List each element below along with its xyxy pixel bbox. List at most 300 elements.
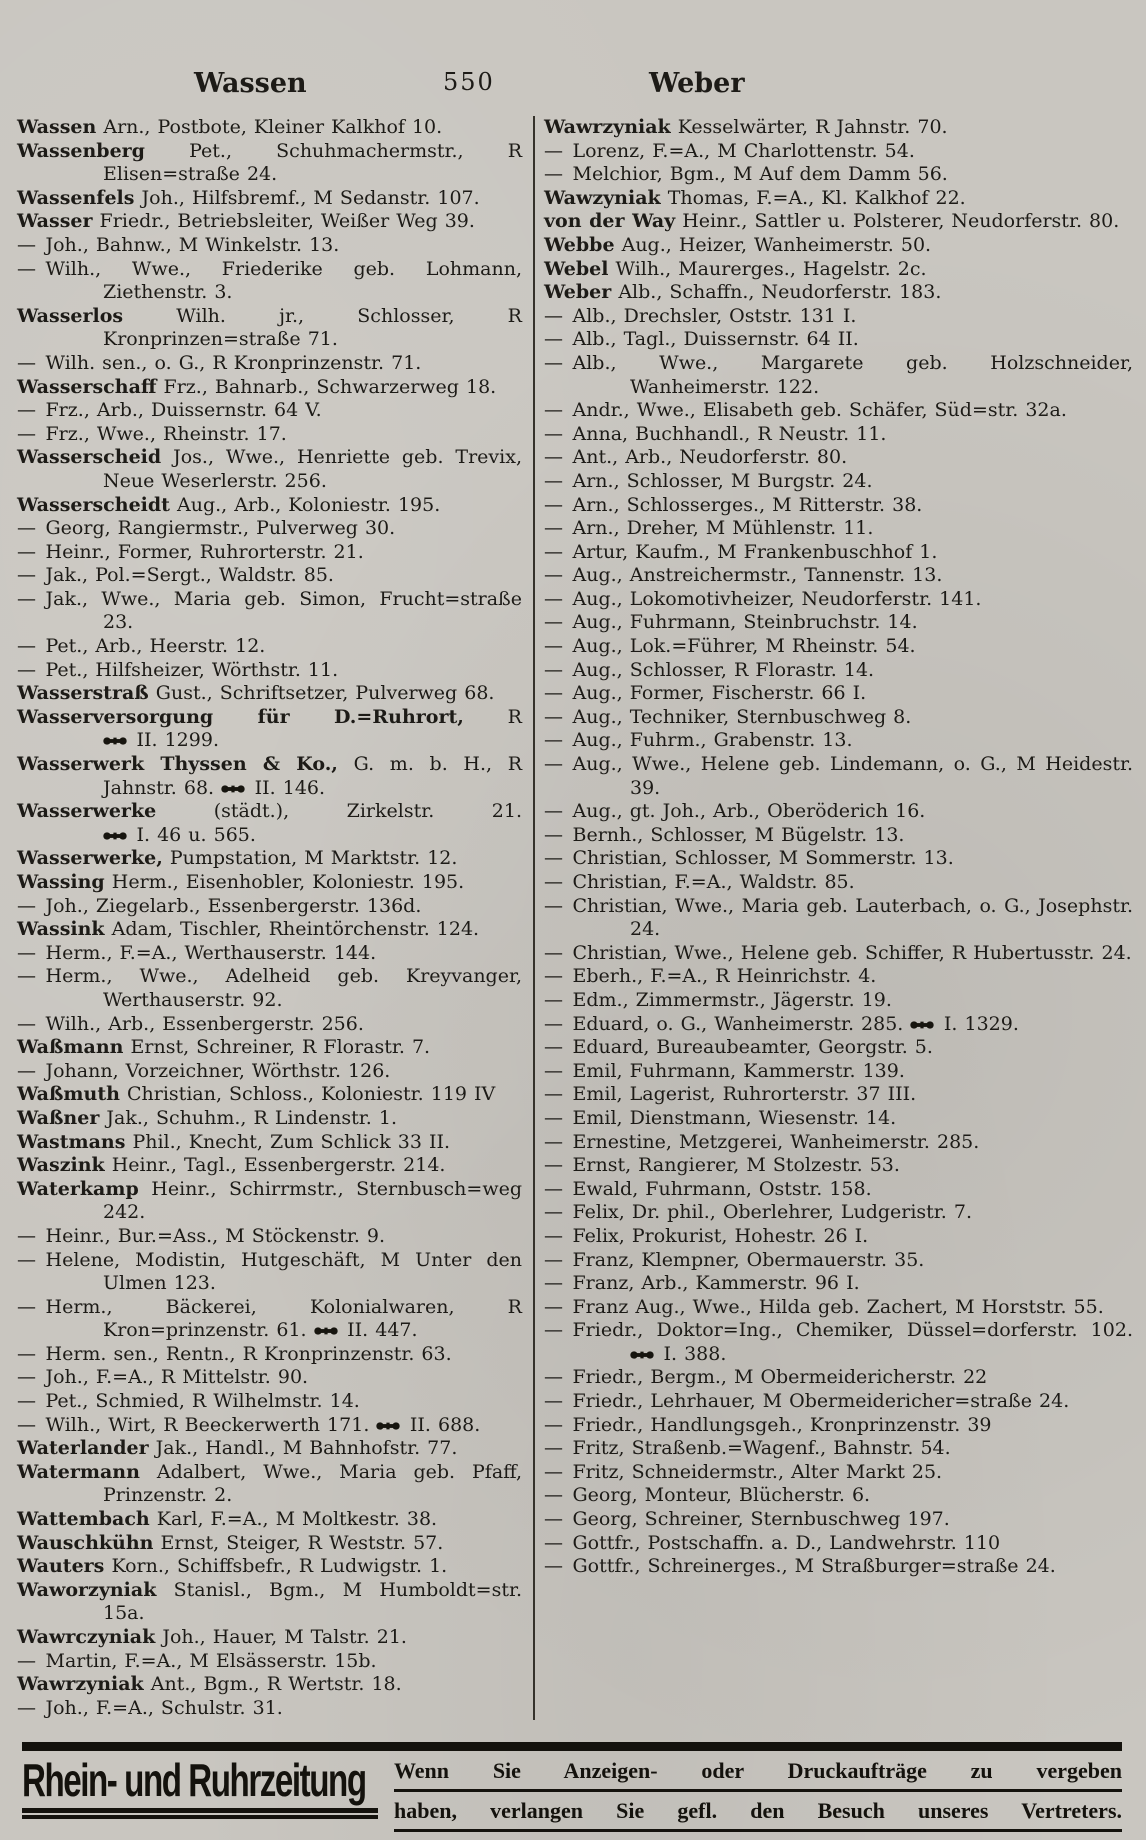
ditto-dash: — — [544, 871, 563, 893]
ditto-dash: — — [544, 894, 563, 917]
directory-entry — [544, 1249, 1133, 1273]
surname-bold: Wassing — [17, 871, 105, 893]
entry-text: Arn., Schlosserges., M Ritterstr. 38. — [572, 493, 923, 516]
ditto-dash: — — [17, 1059, 36, 1082]
ditto-dash: — — [544, 304, 563, 327]
entry-text: Fritz, Straßenb.=Wagenf., Bahnstr. 54. — [572, 1437, 951, 1460]
entry-text: Emil, Fuhrmann, Kammerstr. 139. — [572, 1059, 905, 1082]
ditto-dash: — — [544, 1177, 563, 1200]
ditto-dash: — — [17, 540, 36, 563]
ditto-dash: — — [544, 1272, 563, 1295]
entry-text: Helene, Modistin, Hutgeschäft, M Unter den Ulmen 123. — [45, 1248, 522, 1295]
entry-text: Pet., Schuhmachermstr., R Elisen=straße 24. — [103, 139, 523, 186]
footer-advertisement — [22, 1742, 1122, 1832]
entry-text: Anna, Buchhandl., R Neustr. 11. — [572, 422, 887, 445]
entry-text: Ernst, Rangierer, M Stolzestr. 53. — [572, 1154, 900, 1177]
ditto-dash: — — [544, 729, 563, 752]
ditto-dash: — — [544, 658, 563, 681]
entry-text: Alb., Wwe., Margarete geb. Holzschneider, Wanheimerstr. 122. — [572, 351, 1133, 398]
entry-text: Joh., F.=A., R Mittelstr. 90. — [45, 1366, 309, 1389]
surname-bold: Wasserwerk Thyssen & Ko., — [17, 753, 338, 776]
ditto-dash: — — [544, 1012, 563, 1035]
directory-entry — [544, 1390, 1133, 1414]
entry-text: Christian, Schloss., Koloniestr. 119 IV — [127, 1083, 496, 1106]
ditto-dash: — — [544, 1390, 563, 1413]
entry-text: Heinr., Tagl., Essenbergerstr. 214. — [111, 1154, 446, 1177]
directory-entry — [17, 1343, 522, 1367]
entry-text: Melchior, Bgm., M Auf dem Damm 56. — [572, 163, 948, 186]
ditto-dash: — — [544, 1036, 563, 1059]
entry-text: Wilh., Wirt, R Beeckerwerth 171. — [45, 1413, 370, 1436]
entry-text: Franz, Arb., Kammerstr. 96 I. — [572, 1272, 860, 1295]
entry-text: Herm., Wwe., Adelheid geb. Kreyvanger, Werthauserstr. 92. — [45, 965, 522, 1011]
entry-text: Ewald, Fuhrmann, Oststr. 158. — [572, 1177, 872, 1200]
ditto-dash: — — [544, 823, 563, 846]
surname-bold: Wassenfels — [17, 186, 135, 209]
column-right — [544, 116, 1133, 1720]
ditto-dash: — — [544, 1224, 563, 1247]
directory-entry — [544, 729, 1133, 753]
entry-text: Wilh., Wwe., Friederike geb. Lohmann, Ziethenstr. 3. — [45, 257, 522, 304]
directory-entry — [544, 659, 1133, 683]
phone-number-text: I. 46 u. 565. — [127, 823, 256, 846]
entry-text: Heinr., Schirrmstr., Sternbusch=weg 242. — [103, 1177, 522, 1224]
directory-entry — [544, 1414, 1133, 1438]
directory-entry — [544, 1083, 1133, 1107]
directory-entry — [544, 423, 1133, 447]
entry-text: Aug., Arb., Koloniestr. 195. — [176, 493, 441, 516]
entry-text: Joh., Ziegelarb., Essenbergerstr. 136d. — [45, 894, 422, 917]
phone-number-text: II. 447. — [337, 1319, 418, 1342]
entry-text: Gust., Schriftsetzer, Pulverweg 68. — [155, 682, 495, 705]
advertisement-text — [394, 1756, 1122, 1832]
directory-entry — [17, 423, 522, 447]
directory-entry — [17, 210, 522, 234]
directory-entry — [17, 494, 522, 518]
directory-entry — [544, 399, 1133, 423]
entry-text: Friedr., Lehrhauer, M Obermeidericher=straße 24. — [572, 1390, 1070, 1413]
directory-entry — [17, 376, 522, 400]
phone-icon — [630, 1350, 654, 1360]
phone-number — [910, 1013, 1018, 1035]
phone-number — [103, 824, 256, 846]
surname-bold: Wawrzyniak — [17, 1673, 144, 1696]
entry-text: Alb., Drechsler, Oststr. 131 I. — [572, 304, 857, 327]
surname-bold: Wasserschaff — [17, 375, 157, 398]
directory-columns — [17, 116, 1133, 1720]
ditto-dash: — — [544, 988, 563, 1011]
ditto-dash: — — [17, 894, 36, 917]
ditto-dash: — — [544, 847, 563, 870]
ditto-dash: — — [544, 1106, 563, 1129]
ditto-dash: — — [544, 1437, 563, 1460]
surname-bold: Wasserversorgung für D.=Ruhrort, — [17, 705, 464, 728]
surname-bold: Wawrczyniak — [17, 1626, 156, 1648]
entry-text: Phil., Knecht, Zum Schlick 33 II. — [132, 1130, 451, 1153]
entry-text: Heinr., Bur.=Ass., M Stöckenstr. 9. — [45, 1224, 386, 1247]
directory-entry — [544, 541, 1133, 565]
directory-entry — [17, 1296, 522, 1343]
surname-bold: Wasserwerke, — [17, 847, 163, 870]
entry-text: Jak., Wwe., Maria geb. Simon, Frucht=straße 23. — [45, 587, 522, 634]
entry-text: Pumpstation, M Marktstr. 12. — [169, 847, 458, 870]
directory-entry — [17, 1249, 522, 1296]
ditto-dash: — — [544, 965, 563, 988]
entry-text: Ant., Bgm., R Wertstr. 18. — [150, 1673, 402, 1696]
directory-entry — [17, 1178, 522, 1225]
directory-entry — [17, 517, 522, 541]
entry-text: Aug., gt. Joh., Arb., Oberöderich 16. — [572, 800, 926, 823]
directory-entry — [17, 753, 522, 800]
entry-text: Joh., Hauer, M Talstr. 21. — [162, 1626, 407, 1648]
page-header — [0, 68, 1146, 108]
ditto-dash: — — [544, 941, 563, 964]
entry-text: Lorenz, F.=A., M Charlottenstr. 54. — [572, 139, 915, 162]
entry-text: Jak., Schuhm., R Lindenstr. 1. — [106, 1106, 397, 1129]
entry-text: Gottfr., Postschaffn. a. D., Landwehrstr. 110 — [572, 1531, 1001, 1554]
entry-text: Ernestine, Metzgerei, Wanheimerstr. 285. — [572, 1130, 980, 1153]
surname-bold: Wassenberg — [17, 139, 145, 162]
phone-number — [221, 777, 325, 799]
phone-number — [630, 1343, 726, 1365]
entry-text: Bernh., Schlosser, M Bügelstr. 13. — [572, 823, 905, 846]
directory-entry — [17, 588, 522, 635]
entry-text: Jak., Handl., M Bahnhofstr. 77. — [155, 1437, 458, 1460]
entry-text: Edm., Zimmermstr., Jägerstr. 19. — [572, 988, 892, 1011]
phone-icon — [103, 736, 127, 746]
ditto-dash: — — [544, 1531, 563, 1554]
ditto-dash: — — [17, 1012, 36, 1035]
directory-entry — [17, 1107, 522, 1131]
surname-bold: Waßner — [17, 1106, 100, 1129]
directory-entry — [544, 1107, 1133, 1131]
ditto-dash: — — [17, 1295, 36, 1318]
ditto-dash: — — [544, 1460, 563, 1483]
directory-entry — [544, 800, 1133, 824]
ditto-dash: — — [17, 1649, 36, 1672]
entry-text: Ant., Arb., Neudorferstr. 80. — [572, 446, 848, 469]
ditto-dash: — — [544, 1083, 563, 1106]
entry-text: Jos., Wwe., Henriette geb. Trevix, Neue Weserlerstr. 256. — [103, 446, 522, 492]
entry-text: Aug., Former, Fischerstr. 66 I. — [572, 682, 867, 705]
surname-bold: Wassink — [17, 918, 105, 941]
surname-bold: Waßmann — [17, 1036, 124, 1059]
directory-entry — [17, 965, 522, 1012]
directory-entry — [544, 1508, 1133, 1532]
directory-entry — [544, 753, 1133, 800]
ditto-dash: — — [17, 351, 36, 374]
surname-bold: Wawrzyniak — [544, 116, 671, 138]
entry-text: Felix, Prokurist, Hohestr. 26 I. — [572, 1224, 869, 1247]
directory-entry — [544, 1131, 1133, 1155]
ditto-dash: — — [544, 517, 563, 540]
ditto-dash: — — [544, 540, 563, 563]
ditto-dash: — — [17, 257, 36, 280]
ditto-dash: — — [544, 351, 563, 374]
surname-bold: Wattembach — [17, 1508, 150, 1531]
ditto-dash: — — [544, 705, 563, 728]
directory-entry — [544, 871, 1133, 895]
directory-entry — [17, 564, 522, 588]
directory-entry — [17, 1366, 522, 1390]
directory-entry — [17, 659, 522, 683]
directory-entry — [17, 918, 522, 942]
entry-text: Friedr., Doktor=Ing., Chemiker, Düssel=dorferstr. 102. — [572, 1319, 1133, 1342]
directory-entry — [17, 1626, 522, 1650]
directory-entry — [17, 258, 522, 305]
surname-bold: Waßmuth — [17, 1083, 120, 1106]
entry-text: Thomas, F.=A., Kl. Kalkhof 22. — [667, 186, 966, 209]
entry-text: Pet., Arb., Heerstr. 12. — [45, 635, 266, 658]
ditto-dash: — — [17, 422, 36, 445]
entry-text: Arn., Postbote, Kleiner Kalkhof 10. — [103, 116, 443, 138]
directory-entry — [17, 706, 522, 753]
surname-bold: Webel — [544, 257, 609, 280]
entry-text: Frz., Arb., Duissernstr. 64 V. — [45, 399, 322, 422]
surname-bold: Wasserscheidt — [17, 493, 170, 516]
header-catchword-left: Wassen — [194, 68, 307, 99]
phone-number-text: II. 1299. — [127, 729, 219, 752]
directory-entry — [544, 989, 1133, 1013]
entry-text: Johann, Vorzeichner, Wörthstr. 126. — [45, 1059, 391, 1082]
directory-entry — [544, 1178, 1133, 1202]
entry-text: Karl, F.=A., M Moltkestr. 38. — [156, 1508, 438, 1531]
surname-bold: von der Way — [544, 210, 676, 233]
ditto-dash: — — [544, 328, 563, 351]
directory-entry — [17, 1390, 522, 1414]
entry-text: Aug., Lok.=Führer, M Rheinstr. 54. — [572, 635, 916, 658]
entry-text: Herm. sen., Rentn., R Kronprinzenstr. 63. — [45, 1342, 452, 1365]
entry-text: Alb., Schaffn., Neudorferstr. 183. — [618, 281, 942, 304]
advertisement-line: Wenn Sie Anzeigen- oder Druckaufträge zu vergeben — [394, 1756, 1122, 1792]
phone-icon — [376, 1421, 400, 1431]
directory-entry — [544, 1201, 1133, 1225]
entry-text: Frz., Bahnarb., Schwarzerweg 18. — [163, 375, 497, 398]
entry-text: Herm., F.=A., Werthauserstr. 144. — [45, 941, 377, 964]
entry-text: Eberh., F.=A., R Heinrichstr. 4. — [572, 965, 877, 988]
directory-entry — [17, 1673, 522, 1697]
directory-entry — [17, 895, 522, 919]
surname-bold: Waworzyniak — [17, 1578, 157, 1601]
directory-entry — [544, 234, 1133, 258]
entry-text: Friedr., Betriebsleiter, Weißer Weg 39. — [99, 210, 475, 233]
ditto-dash: — — [544, 139, 563, 162]
directory-entry — [544, 1296, 1133, 1320]
phone-number-text: I. 388. — [654, 1342, 727, 1365]
surname-bold: Wauters — [17, 1555, 105, 1578]
ditto-dash: — — [544, 493, 563, 516]
ditto-dash: — — [544, 587, 563, 610]
directory-entry — [17, 541, 522, 565]
ditto-dash: — — [17, 635, 36, 658]
entry-text: Aug., Techniker, Sternbuschweg 8. — [572, 705, 912, 728]
directory-entry — [544, 1555, 1133, 1579]
entry-text: Joh., Hilfsbremf., M Sedanstr. 107. — [141, 186, 480, 209]
directory-entry — [544, 1272, 1133, 1296]
entry-text: Aug., Schlosser, R Florastr. 14. — [572, 658, 875, 681]
column-left — [17, 116, 522, 1720]
page-number: 550 — [443, 68, 495, 96]
directory-entry — [17, 1154, 522, 1178]
ditto-dash: — — [544, 800, 563, 823]
newspaper-logo-text: Rhein- und Ruhrzeitung — [22, 1754, 366, 1806]
directory-entry — [17, 140, 522, 187]
ditto-dash: — — [17, 564, 36, 587]
directory-entry — [544, 1013, 1133, 1037]
directory-entry — [544, 1154, 1133, 1178]
entry-text: Emil, Lagerist, Ruhrorterstr. 37 III. — [572, 1083, 917, 1106]
directory-entry — [17, 1579, 522, 1626]
entry-text: Eduard, Bureaubeamter, Georgstr. 5. — [572, 1036, 933, 1059]
entry-text: R — [507, 705, 522, 728]
surname-bold: Waszink — [17, 1154, 105, 1177]
directory-entry — [544, 965, 1133, 989]
entry-text: Fritz, Schneidermstr., Alter Markt 25. — [572, 1460, 943, 1483]
entry-text: Korn., Schiffsbefr., R Ludwigstr. 1. — [111, 1555, 448, 1578]
ditto-dash: — — [544, 1366, 563, 1389]
directory-entry — [544, 116, 1133, 140]
directory-entry — [544, 446, 1133, 470]
phone-number — [314, 1319, 418, 1341]
directory-entry — [544, 588, 1133, 612]
ditto-dash: — — [17, 941, 36, 964]
ditto-dash: — — [544, 1154, 563, 1177]
entry-text: Ernst, Schreiner, R Florastr. 7. — [130, 1036, 431, 1059]
ditto-dash: — — [17, 1390, 36, 1413]
entry-text: Adam, Tischler, Rheintörchenstr. 124. — [111, 918, 480, 941]
entry-text: Frz., Wwe., Rheinstr. 17. — [45, 422, 287, 445]
newspaper-logo — [22, 1756, 378, 1813]
entry-text: Ernst, Steiger, R Weststr. 57. — [160, 1531, 444, 1554]
ditto-dash: — — [17, 1366, 36, 1389]
directory-entry — [544, 163, 1133, 187]
entry-text: Aug., Wwe., Helene geb. Lindemann, o. G., M Heidestr. 39. — [572, 753, 1133, 799]
ditto-dash: — — [17, 658, 36, 681]
entry-text: Emil, Dienstmann, Wiesenstr. 14. — [572, 1106, 897, 1129]
directory-entry — [544, 1366, 1133, 1390]
ditto-dash: — — [17, 1413, 36, 1436]
entry-text: Wilh., Maurerges., Hagelstr. 2c. — [615, 257, 927, 280]
entry-text: Heinr., Sattler u. Polsterer, Neudorferstr. 80. — [682, 210, 1120, 233]
ditto-dash: — — [544, 635, 563, 658]
directory-entry — [17, 1508, 522, 1532]
ditto-dash: — — [544, 1059, 563, 1082]
ditto-dash: — — [544, 1508, 563, 1531]
surname-bold: Waterkamp — [17, 1177, 139, 1200]
entry-text: Aug., Fuhrm., Grabenstr. 13. — [572, 729, 853, 752]
entry-text: Friedr., Handlungsgeh., Kronprinzenstr. 39 — [572, 1413, 992, 1436]
directory-entry — [17, 352, 522, 376]
entry-text: Joh., Bahnw., M Winkelstr. 13. — [45, 233, 340, 256]
directory-entry — [544, 494, 1133, 518]
directory-entry — [544, 635, 1133, 659]
ditto-dash: — — [17, 1342, 36, 1365]
entry-text: Jak., Pol.=Sergt., Waldstr. 85. — [45, 564, 334, 587]
entry-text: Herm., Eisenhobler, Koloniestr. 195. — [111, 871, 465, 893]
entry-text: (städt.), Zirkelstr. 21. — [213, 800, 522, 823]
ditto-dash: — — [544, 422, 563, 445]
phone-icon — [221, 784, 245, 794]
phone-number-text: II. 146. — [245, 776, 326, 799]
ditto-dash: — — [544, 163, 563, 186]
surname-bold: Waterlander — [17, 1437, 149, 1460]
directory-entry — [544, 1225, 1133, 1249]
surname-bold: Watermann — [17, 1460, 140, 1483]
surname-bold: Wawzyniak — [544, 186, 661, 209]
directory-entry — [544, 470, 1133, 494]
ditto-dash: — — [17, 587, 36, 610]
entry-text: Franz, Klempner, Obermauerstr. 35. — [572, 1248, 925, 1271]
ditto-dash: — — [544, 1130, 563, 1153]
directory-entry — [17, 1060, 522, 1084]
directory-entry — [17, 847, 522, 871]
directory-entry — [17, 1650, 522, 1674]
directory-entry — [544, 352, 1133, 399]
ditto-dash: — — [544, 1248, 563, 1271]
surname-bold: Wassen — [17, 116, 97, 138]
directory-entry — [544, 281, 1133, 305]
phone-number — [103, 729, 219, 751]
directory-entry — [544, 847, 1133, 871]
entry-text: Pet., Schmied, R Wilhelmstr. 14. — [45, 1390, 360, 1413]
ditto-dash: — — [544, 564, 563, 587]
entry-text: Joh., F.=A., Schulstr. 31. — [45, 1696, 283, 1719]
directory-entry — [544, 942, 1133, 966]
entry-text: Aug., Fuhrmann, Steinbruchstr. 14. — [572, 611, 918, 634]
ditto-dash: — — [544, 611, 563, 634]
directory-entry — [544, 328, 1133, 352]
directory-entry — [17, 1437, 522, 1461]
phone-icon — [314, 1326, 338, 1336]
surname-bold: Wastmans — [17, 1130, 126, 1153]
directory-entry — [17, 800, 522, 847]
entry-text: Pet., Hilfsheizer, Wörthstr. 11. — [45, 658, 339, 681]
ditto-dash: — — [544, 469, 563, 492]
entry-text: Christian, F.=A., Waldstr. 85. — [572, 871, 855, 893]
entry-text: Arn., Dreher, M Mühlenstr. 11. — [572, 517, 874, 540]
directory-entry — [544, 1060, 1133, 1084]
entry-text: Georg, Monteur, Blücherstr. 6. — [572, 1484, 871, 1507]
directory-entry — [17, 1697, 522, 1721]
surname-bold: Weber — [544, 281, 612, 304]
directory-entry — [17, 1225, 522, 1249]
surname-bold: Wasserstraß — [17, 682, 149, 705]
directory-entry — [544, 682, 1133, 706]
directory-entry — [544, 258, 1133, 282]
directory-entry — [544, 517, 1133, 541]
directory-entry — [544, 895, 1133, 942]
ditto-dash: — — [544, 1201, 563, 1224]
directory-entry — [17, 1131, 522, 1155]
entry-text: Wilh. sen., o. G., R Kronprinzenstr. 71. — [45, 351, 422, 374]
entry-text: Artur, Kaufm., M Frankenbuschhof 1. — [572, 540, 938, 563]
ditto-dash: — — [544, 1484, 563, 1507]
directory-entry — [17, 234, 522, 258]
entry-text: Alb., Tagl., Duissernstr. 64 II. — [572, 328, 859, 351]
entry-text: Georg, Schreiner, Sternbuschweg 197. — [572, 1508, 950, 1531]
directory-entry — [544, 1319, 1133, 1366]
ditto-dash: — — [544, 1413, 563, 1436]
directory-entry — [17, 399, 522, 423]
entry-text: Adalbert, Wwe., Maria geb. Pfaff, Prinzenstr. 2. — [103, 1460, 523, 1507]
ditto-dash: — — [544, 1295, 563, 1318]
directory-entry — [544, 1532, 1133, 1556]
directory-entry — [544, 140, 1133, 164]
ditto-dash: — — [17, 233, 36, 256]
entry-text: Heinr., Former, Ruhrorterstr. 21. — [45, 540, 364, 563]
surname-bold: Webbe — [544, 233, 615, 256]
phone-number-text: II. 688. — [400, 1413, 481, 1436]
